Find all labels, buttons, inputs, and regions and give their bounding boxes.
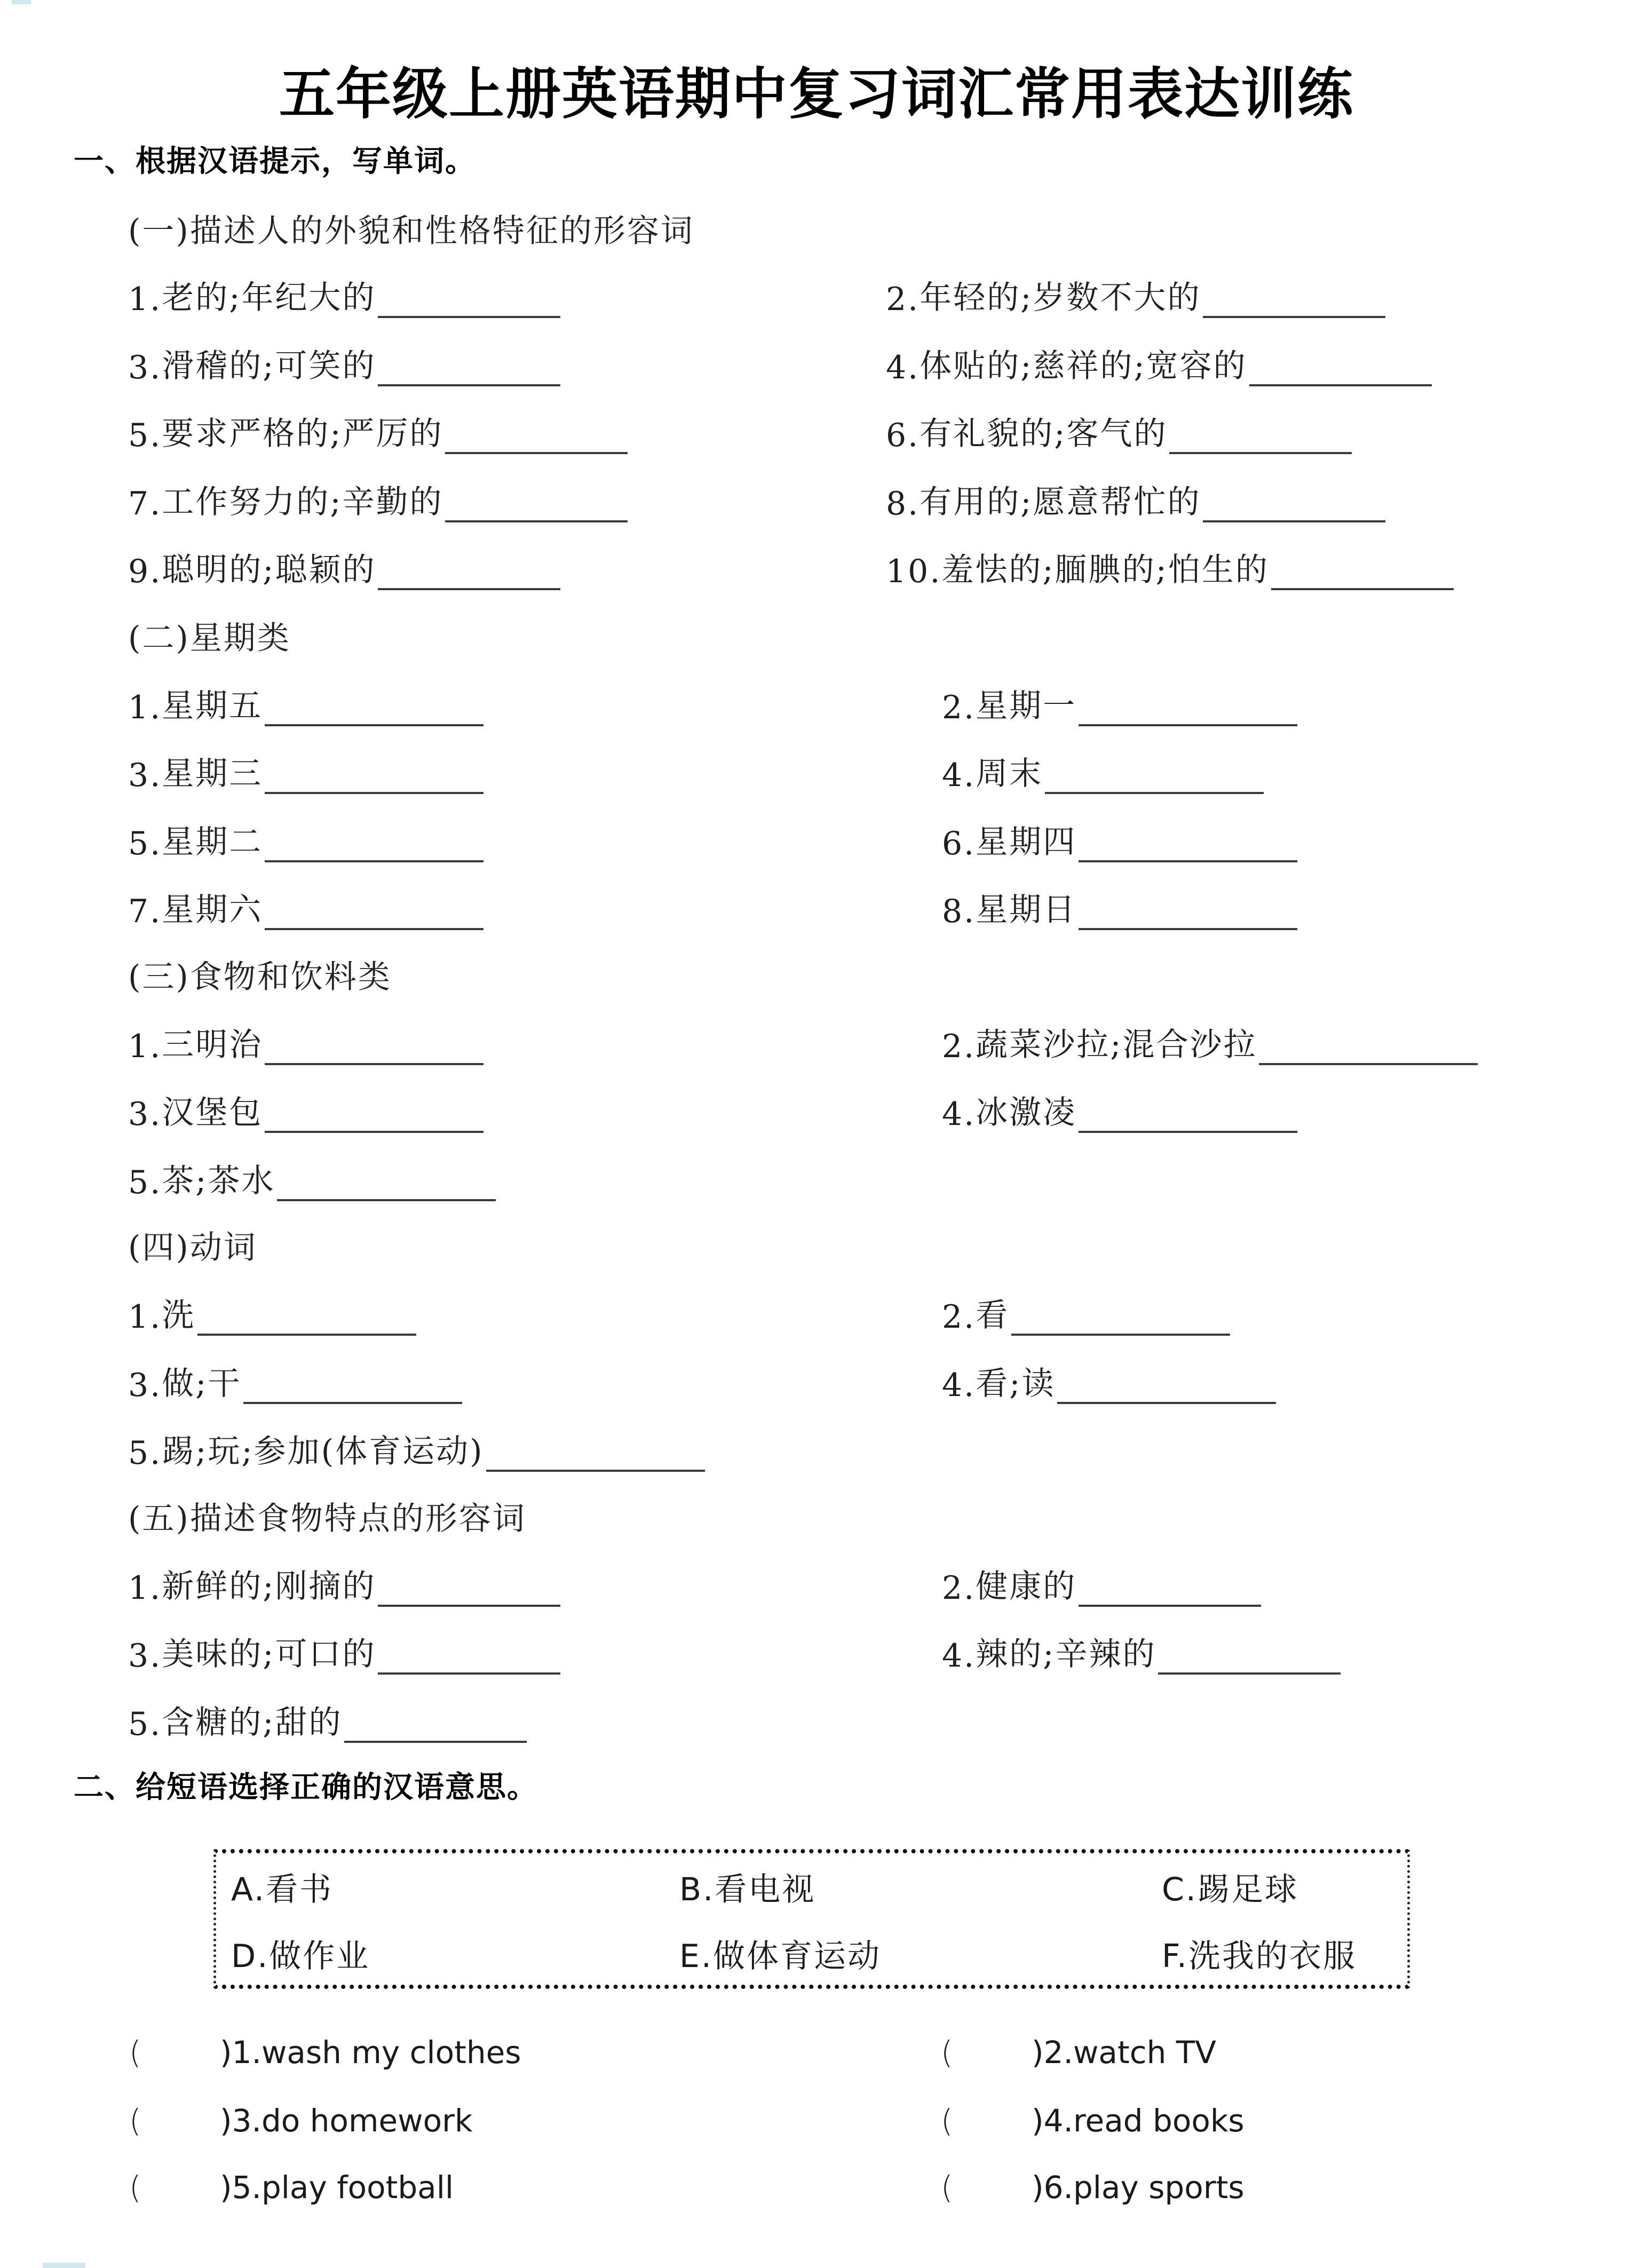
fill-item bbox=[886, 544, 1454, 590]
item-prompt: 三明治 bbox=[162, 1026, 263, 1064]
group-heading-3: (三)食物和饮料类 bbox=[128, 958, 392, 996]
answer-slot[interactable]: ( bbox=[129, 2034, 141, 2071]
item-prompt: 有礼貌的;客气的 bbox=[919, 415, 1168, 453]
fill-item bbox=[942, 1019, 1478, 1065]
option-d bbox=[231, 1931, 370, 1977]
item-number: 8. bbox=[942, 893, 976, 930]
answer-blank[interactable] bbox=[265, 1033, 483, 1065]
fill-item bbox=[886, 340, 1432, 386]
answer-slot[interactable]: ( bbox=[941, 2034, 953, 2071]
section-heading-2: 二、给短语选择正确的汉语意思。 bbox=[74, 1770, 538, 1805]
item-prompt: 看 bbox=[976, 1297, 1010, 1334]
options-box bbox=[213, 1849, 1410, 1989]
item-prompt: 星期三 bbox=[162, 755, 263, 792]
fill-item bbox=[128, 477, 628, 522]
item-number: 5. bbox=[128, 1164, 162, 1201]
fill-item bbox=[128, 1629, 560, 1675]
fill-item bbox=[128, 272, 560, 318]
answer-blank[interactable] bbox=[1057, 1372, 1276, 1404]
option-b bbox=[679, 1864, 815, 1910]
answer-slot[interactable]: ( bbox=[941, 2103, 953, 2139]
item-number: 3. bbox=[128, 1096, 162, 1133]
answer-slot[interactable]: ( bbox=[941, 2169, 953, 2206]
item-number: 7. bbox=[128, 485, 162, 522]
fill-item bbox=[128, 408, 628, 454]
fill-item bbox=[942, 1290, 1230, 1336]
question-text: wash my clothes bbox=[261, 2034, 521, 2071]
answer-slot-close: ) bbox=[220, 2034, 232, 2071]
item-number: 2. bbox=[942, 1569, 976, 1607]
answer-slot-close: ) bbox=[220, 2103, 232, 2139]
answer-blank[interactable] bbox=[197, 1304, 416, 1336]
fill-item bbox=[886, 408, 1352, 454]
fill-item bbox=[128, 680, 483, 726]
fill-item bbox=[128, 340, 560, 386]
question-number: 3. bbox=[232, 2103, 261, 2139]
question-number: 2. bbox=[1043, 2034, 1073, 2071]
item-number: 2. bbox=[942, 689, 976, 726]
question-number: 6. bbox=[1043, 2169, 1073, 2206]
answer-blank[interactable] bbox=[1079, 1575, 1261, 1607]
item-prompt: 汉堡包 bbox=[162, 1094, 263, 1131]
option-letter: C. bbox=[1162, 1871, 1198, 1908]
answer-blank[interactable] bbox=[1259, 1033, 1478, 1065]
option-letter: B. bbox=[679, 1871, 715, 1908]
answer-blank[interactable] bbox=[1079, 898, 1297, 930]
answer-blank[interactable] bbox=[378, 354, 560, 386]
group-heading-4: (四)动词 bbox=[128, 1229, 257, 1266]
option-letter: A. bbox=[231, 1871, 266, 1908]
answer-slot-close: ) bbox=[220, 2169, 232, 2206]
option-text: 洗我的衣服 bbox=[1188, 1938, 1357, 1975]
fill-item bbox=[128, 1358, 462, 1404]
option-letter: D. bbox=[231, 1938, 269, 1975]
item-prompt: 星期日 bbox=[976, 891, 1077, 929]
item-prompt: 年轻的;岁数不大的 bbox=[919, 279, 1201, 316]
item-number: 5. bbox=[128, 1706, 162, 1743]
answer-blank[interactable] bbox=[277, 1169, 496, 1201]
item-prompt: 星期二 bbox=[162, 823, 263, 861]
item-prompt: 做;干 bbox=[162, 1365, 242, 1402]
item-prompt: 星期六 bbox=[162, 891, 263, 929]
fill-item bbox=[942, 748, 1264, 794]
fill-item bbox=[942, 1087, 1297, 1133]
option-text: 看书 bbox=[266, 1871, 334, 1908]
fill-item bbox=[128, 1426, 705, 1472]
item-prompt: 健康的 bbox=[976, 1568, 1077, 1605]
question-text: read books bbox=[1073, 2103, 1244, 2139]
answer-blank[interactable] bbox=[1079, 830, 1297, 862]
answer-blank[interactable] bbox=[486, 1440, 705, 1472]
item-prompt: 周末 bbox=[976, 755, 1043, 792]
group-heading-5: (五)描述食物特点的形容词 bbox=[128, 1500, 526, 1537]
fill-item bbox=[128, 884, 483, 930]
item-prompt: 羞怯的;腼腆的;怕生的 bbox=[941, 551, 1269, 589]
item-prompt: 洗 bbox=[162, 1297, 196, 1334]
fill-item bbox=[942, 816, 1297, 862]
item-prompt: 新鲜的;刚摘的 bbox=[162, 1568, 376, 1605]
item-prompt: 含糖的;甜的 bbox=[162, 1704, 343, 1741]
item-prompt: 要求严格的;严厉的 bbox=[162, 415, 443, 453]
item-number: 8. bbox=[886, 485, 920, 522]
item-prompt: 看;读 bbox=[976, 1365, 1056, 1402]
item-number: 5. bbox=[128, 417, 162, 454]
group-heading-1: (一)描述人的外貌和性格特征的形容词 bbox=[128, 212, 694, 250]
fill-item bbox=[128, 1290, 416, 1336]
fill-item bbox=[942, 680, 1297, 726]
answer-blank[interactable] bbox=[1079, 694, 1297, 726]
question-text: play football bbox=[261, 2169, 454, 2206]
answer-blank[interactable] bbox=[1249, 354, 1432, 386]
question-number: 4. bbox=[1043, 2103, 1073, 2139]
answer-blank[interactable] bbox=[378, 286, 560, 318]
item-number: 1. bbox=[128, 689, 162, 726]
item-prompt: 星期五 bbox=[162, 687, 263, 725]
item-number: 4. bbox=[942, 1096, 976, 1133]
fill-item bbox=[886, 477, 1385, 522]
option-letter: E. bbox=[679, 1938, 713, 1975]
match-question bbox=[129, 2103, 473, 2139]
item-prompt: 星期一 bbox=[976, 687, 1077, 725]
match-question bbox=[941, 2103, 1244, 2139]
item-prompt: 体贴的;慈祥的;宽容的 bbox=[919, 347, 1247, 385]
answer-blank[interactable] bbox=[445, 490, 628, 522]
answer-blank[interactable] bbox=[265, 898, 483, 930]
answer-blank[interactable] bbox=[265, 762, 483, 794]
question-number: 1. bbox=[232, 2034, 261, 2071]
item-prompt: 冰激凌 bbox=[976, 1094, 1077, 1131]
answer-slot-close: ) bbox=[1032, 2169, 1044, 2206]
answer-blank[interactable] bbox=[1271, 558, 1454, 590]
item-number: 5. bbox=[128, 825, 162, 862]
item-number: 2. bbox=[886, 281, 920, 318]
item-number: 10. bbox=[886, 553, 942, 590]
fill-item bbox=[942, 1629, 1341, 1675]
item-number: 1. bbox=[128, 1298, 162, 1336]
fill-item bbox=[942, 1358, 1276, 1404]
fill-item bbox=[128, 1561, 560, 1607]
item-prompt: 聪明的;聪颖的 bbox=[162, 551, 376, 589]
item-number: 6. bbox=[942, 825, 976, 862]
fill-item bbox=[942, 1561, 1261, 1607]
item-prompt: 茶;茶水 bbox=[162, 1162, 275, 1200]
option-c bbox=[1162, 1864, 1298, 1910]
item-number: 6. bbox=[886, 417, 920, 454]
question-text: watch TV bbox=[1073, 2034, 1216, 2071]
item-prompt: 美味的;可口的 bbox=[162, 1636, 376, 1673]
item-number: 3. bbox=[128, 757, 162, 794]
item-prompt: 老的;年纪大的 bbox=[162, 279, 376, 316]
item-number: 9. bbox=[128, 553, 162, 590]
question-number: 5. bbox=[232, 2169, 261, 2206]
answer-slot-close: ) bbox=[1032, 2034, 1044, 2071]
match-question bbox=[129, 2034, 521, 2071]
option-letter: F. bbox=[1162, 1938, 1188, 1975]
answer-slot[interactable]: ( bbox=[129, 2169, 141, 2206]
answer-blank[interactable] bbox=[378, 1575, 560, 1607]
option-text: 看电视 bbox=[715, 1871, 816, 1908]
answer-blank[interactable] bbox=[1045, 762, 1264, 794]
fill-item bbox=[128, 1087, 483, 1133]
answer-blank[interactable] bbox=[1079, 1101, 1297, 1133]
answer-slot[interactable]: ( bbox=[129, 2103, 141, 2139]
answer-blank[interactable] bbox=[265, 694, 483, 726]
fill-item bbox=[942, 884, 1297, 930]
item-number: 2. bbox=[942, 1298, 976, 1336]
option-f bbox=[1162, 1931, 1357, 1977]
item-number: 5. bbox=[128, 1434, 162, 1472]
item-number: 1. bbox=[128, 1028, 162, 1065]
item-number: 1. bbox=[128, 281, 162, 318]
item-number: 2. bbox=[942, 1028, 976, 1065]
answer-blank[interactable] bbox=[344, 1711, 527, 1743]
answer-blank[interactable] bbox=[265, 1101, 483, 1133]
match-question bbox=[129, 2169, 454, 2206]
answer-blank[interactable] bbox=[243, 1372, 462, 1404]
item-number: 4. bbox=[942, 757, 976, 794]
corner-decoration bbox=[43, 2263, 85, 2268]
fill-item bbox=[128, 544, 560, 590]
fill-item bbox=[128, 1697, 527, 1743]
item-prompt: 有用的;愿意帮忙的 bbox=[919, 483, 1201, 521]
item-prompt: 踢;玩;参加(体育运动) bbox=[162, 1433, 484, 1470]
group-heading-2: (二)星期类 bbox=[128, 620, 291, 657]
option-text: 做作业 bbox=[269, 1938, 370, 1975]
option-text: 做体育运动 bbox=[712, 1938, 881, 1975]
match-question bbox=[941, 2169, 1244, 2206]
fill-item bbox=[128, 1019, 483, 1065]
answer-blank[interactable] bbox=[378, 558, 560, 590]
item-prompt: 蔬菜沙拉;混合沙拉 bbox=[976, 1026, 1257, 1064]
item-number: 4. bbox=[886, 349, 920, 386]
item-prompt: 星期四 bbox=[976, 823, 1077, 861]
question-text: play sports bbox=[1073, 2169, 1244, 2206]
corner-decoration bbox=[12, 0, 31, 4]
answer-blank[interactable] bbox=[445, 422, 628, 454]
answer-blank[interactable] bbox=[1203, 286, 1385, 318]
option-a bbox=[231, 1864, 333, 1910]
item-number: 7. bbox=[128, 893, 162, 930]
item-number: 1. bbox=[128, 1569, 162, 1607]
answer-blank[interactable] bbox=[1203, 490, 1385, 522]
question-text: do homework bbox=[261, 2103, 473, 2139]
option-e bbox=[679, 1931, 881, 1977]
answer-slot-close: ) bbox=[1032, 2103, 1044, 2139]
fill-item bbox=[128, 1155, 496, 1201]
item-prompt: 辣的;辛辣的 bbox=[976, 1636, 1156, 1673]
item-prompt: 工作努力的;辛勤的 bbox=[162, 483, 443, 521]
section-heading-1: 一、根据汉语提示，写单词。 bbox=[74, 144, 476, 179]
answer-blank[interactable] bbox=[1158, 1643, 1341, 1675]
item-number: 3. bbox=[128, 1637, 162, 1675]
item-number: 3. bbox=[128, 349, 162, 386]
fill-item bbox=[128, 748, 483, 794]
item-number: 3. bbox=[128, 1367, 162, 1404]
answer-blank[interactable] bbox=[265, 830, 483, 862]
answer-blank[interactable] bbox=[378, 1643, 560, 1675]
answer-blank[interactable] bbox=[1169, 422, 1352, 454]
page-title: 五年级上册英语期中复习词汇常用表达训练 bbox=[279, 61, 1354, 126]
item-prompt: 滑稽的;可笑的 bbox=[162, 347, 376, 385]
item-number: 4. bbox=[942, 1637, 976, 1675]
fill-item bbox=[886, 272, 1385, 318]
fill-item bbox=[128, 816, 483, 862]
item-number: 4. bbox=[942, 1367, 976, 1404]
match-question bbox=[941, 2034, 1216, 2071]
option-text: 踢足球 bbox=[1197, 1871, 1298, 1908]
answer-blank[interactable] bbox=[1011, 1304, 1230, 1336]
